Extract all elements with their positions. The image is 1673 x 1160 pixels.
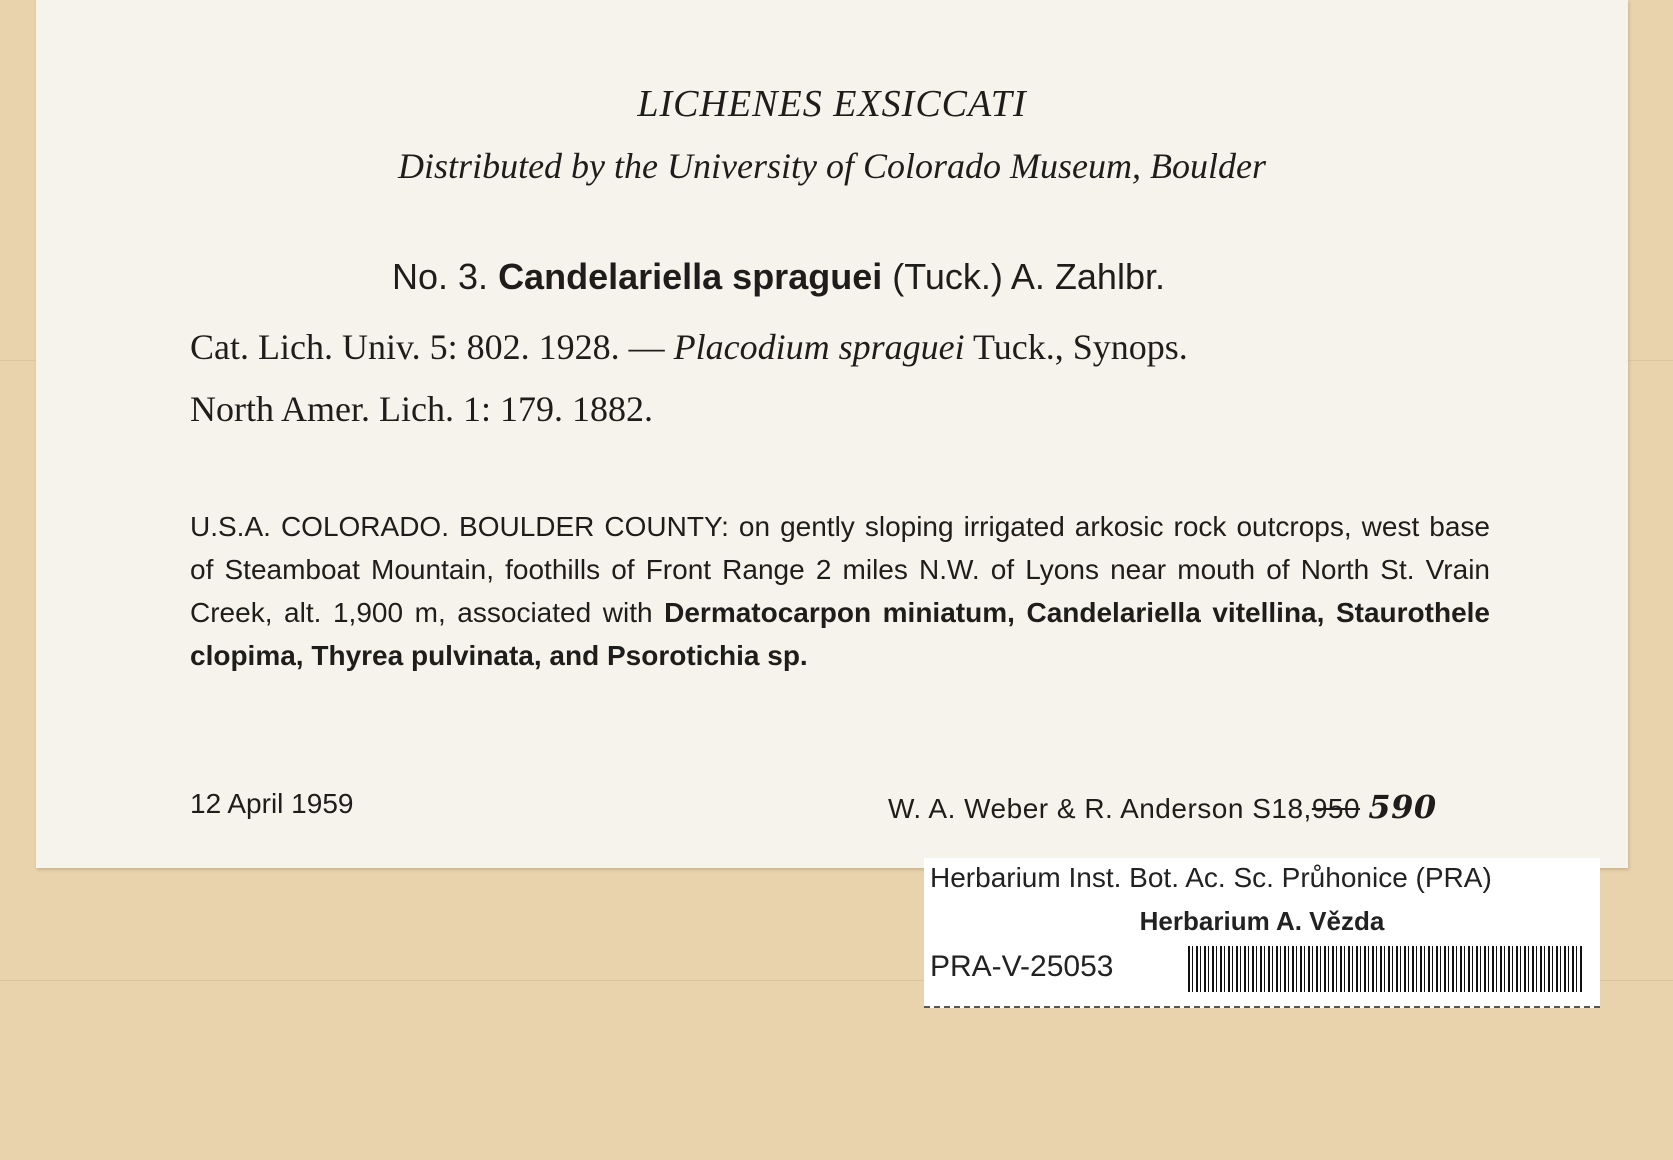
collectors-line xyxy=(888,788,1437,826)
citation-line-1 xyxy=(190,326,1188,368)
citation-part-a: Cat. Lich. Univ. 5: 802. 1928. — xyxy=(190,327,665,367)
locality-text xyxy=(190,505,1490,677)
herbarium-label xyxy=(924,858,1600,1008)
citation-part-c: Tuck., Synops. xyxy=(972,327,1188,367)
taxon-line xyxy=(392,256,1165,298)
catalog-number: PRA-V-25053 xyxy=(930,950,1114,983)
collection-date: 12 April 1959 xyxy=(190,788,354,819)
herbarium-collection: Herbarium A. Vězda xyxy=(1139,906,1385,936)
basionym: Placodium spraguei xyxy=(673,327,965,367)
handwritten-number: 590 xyxy=(1368,788,1437,826)
barcode xyxy=(1188,946,1584,992)
associated-species: Dermatocarpon miniatum, Candelariella vitellina, Staurothele clopima, Thyrea pulvinata, and Psorotichia sp. xyxy=(190,597,1491,671)
exsiccata-label xyxy=(36,0,1628,868)
locality-description: U.S.A. COLORADO. BOULDER COUNTY: on gently sloping irrigated arkosic rock outcrops, west base of Steamboat Mountain, foothills of Front Range 2 miles N.W. of Lyons near mouth of North St. Vrain Creek, alt. 1,900 m, associated with xyxy=(190,511,1490,628)
collectors: W. A. Weber & R. Anderson S18, xyxy=(888,793,1312,824)
struck-number: 950 xyxy=(1311,793,1361,824)
number-prefix: No. 3. xyxy=(392,256,489,297)
label-title: LICHENES EXSICCATI xyxy=(637,83,1027,125)
citation-line-2: North Amer. Lich. 1: 179. 1882. xyxy=(190,389,653,429)
taxon-name: Candelariella spraguei xyxy=(498,256,883,297)
label-subtitle: Distributed by the University of Colorado Museum, Boulder xyxy=(398,146,1266,186)
herbarium-institution: Herbarium Inst. Bot. Ac. Sc. Průhonice (PRA) xyxy=(930,862,1492,893)
taxon-authority: (Tuck.) A. Zahlbr. xyxy=(892,256,1165,297)
